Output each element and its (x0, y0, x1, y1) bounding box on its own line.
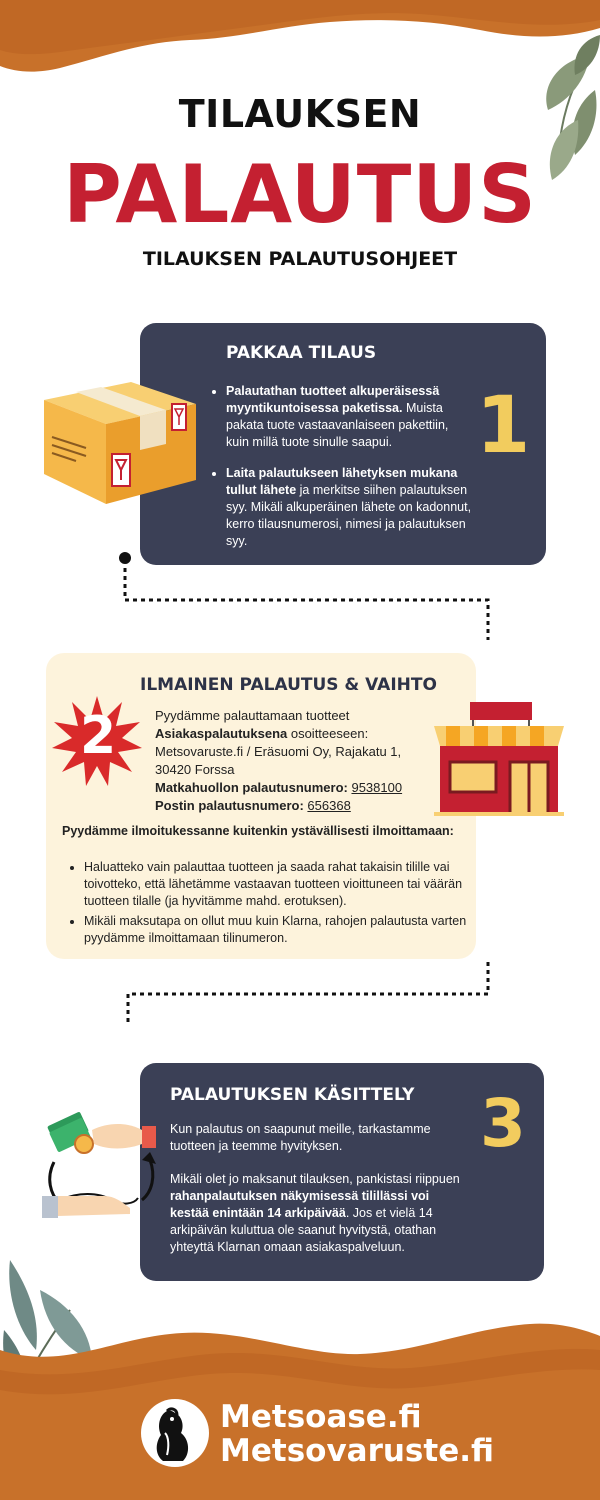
posti-number-link[interactable]: 656368 (307, 798, 351, 813)
cardboard-box-icon (36, 352, 206, 507)
step2-address-block (155, 707, 455, 815)
step2-address-1: Metsovaruste.fi / Eräsuomi Oy, Rajakatu 1, (155, 744, 402, 759)
step2-title: ILMAINEN PALAUTUS & VAIHTO (140, 675, 437, 695)
step2-list (68, 859, 480, 947)
step3-text (170, 1121, 470, 1256)
step2-bullet-1: • Haluatteko vain palauttaa tuotteen ja saada rahat takaisin tilille vai toivotteko, että lähetämme vastaavan tuotteen vioittuneen tai väärän tuotteen tilalle (ja hyvitämme mahd. erotuksen). (84, 859, 480, 910)
step1-bullet-2: • Laita palautukseen lähetyksen mukana tullut lähete ja merkitse siihen palautuksen syy. Mikäli alkuperäinen lähete on kadonnut, kerro tilausnumerosi, nimesi ja palautuksen syy. (226, 465, 474, 550)
step2-intro: Pyydämme palauttamaan tuotteet (155, 708, 350, 723)
step2-bullet-2: • Mikäli maksutapa on ollut muu kuin Klarna, rahojen palautusta varten pyydämme ilmoittamaan tilinumeron. (84, 913, 480, 947)
footer-brand-2: Metsovaruste.fi (220, 1433, 494, 1469)
step1-bullet-1: • Palautathan tuotteet alkuperäisessä myyntikuntoisessa paketissa. Muista pakata tuote vastaavanlaiseen pakettiin, kuin millä tuote sinulle saapui. (226, 383, 474, 451)
money-exchange-icon (38, 1108, 166, 1236)
title-line-2: PALAUTUS (63, 148, 537, 241)
step2-matkahuolto: Matkahuollon palautusnumero: 9538100 (155, 780, 403, 795)
connector-2-decoration (110, 958, 510, 1028)
step3-para-2: Mikäli olet jo maksanut tilauksen, pankistasi riippuen rahanpalautuksen näkymisessä tilillässi voi kestää enintään 14 arkipäivää. Jos et vielä 14 arkipäivän kuluttua ole saanut hyvitystä, otathan yhteyttä Klarnan omaan asiakaspalveluun. (170, 1172, 460, 1254)
step3-para-1: Kun palautus on saapunut meille, tarkastamme tuotteen ja teemme hyvityksen. (170, 1122, 431, 1153)
metso-bird-logo (139, 1397, 211, 1469)
step2-customer-return: Asiakaspalautuksena osoitteeseen: (155, 726, 369, 741)
connector-1-decoration (110, 548, 510, 648)
step1-title: PAKKAA TILAUS (226, 343, 377, 363)
matkahuolto-number-link[interactable]: 9538100 (351, 780, 403, 795)
step2-notice: Pyydämme ilmoitukessanne kuitenkin ystävällisesti ilmoittamaan: (62, 824, 454, 838)
title-line-1: TILAUKSEN (178, 92, 422, 136)
footer-brand-1: Metsoase.fi (220, 1399, 422, 1435)
step3-number: 3 (480, 1085, 526, 1162)
top-wave-decoration (0, 0, 600, 90)
step1-number: 1 (476, 381, 531, 471)
step2-number: 2 (80, 706, 117, 766)
step2-posti: Postin palautusnumero: 656368 (155, 798, 351, 813)
step1-list (210, 383, 474, 564)
step3-card (140, 1063, 544, 1281)
subtitle: TILAUKSEN PALAUTUSOHJEET (142, 248, 458, 270)
step3-title: PALAUTUKSEN KÄSITTELY (170, 1085, 415, 1105)
shop-storefront-icon (432, 700, 566, 818)
step2-address-2: 30420 Forssa (155, 762, 235, 777)
